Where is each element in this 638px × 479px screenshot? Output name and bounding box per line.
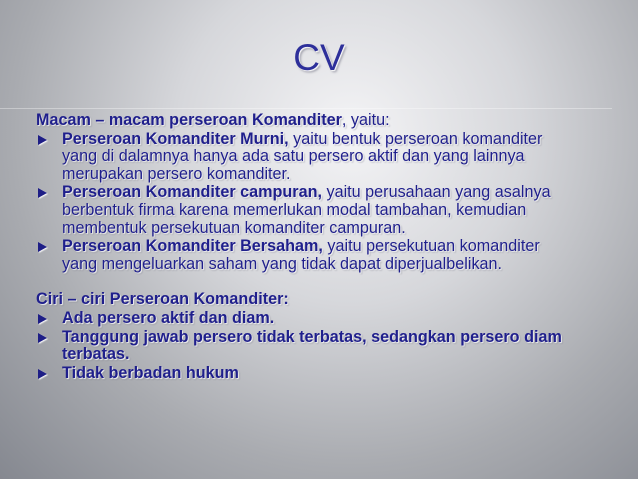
divider-line — [0, 108, 612, 109]
item-text: Tidak berbadan hukum — [62, 363, 239, 382]
item-text: yaitu persekutuan komanditer — [322, 237, 540, 256]
section-heading-types-bold: Macam – macam perseroan Komanditer — [36, 111, 342, 129]
list-item — [36, 310, 616, 328]
list-item — [36, 131, 616, 184]
item-text: yaitu perusahaan yang asalnya — [321, 183, 551, 202]
item-text: Tanggung jawab persero tidak terbatas, sedangkan persero diam — [62, 327, 562, 346]
list-item — [36, 365, 616, 383]
slide-title: CV — [293, 37, 345, 78]
item-text: yaitu bentuk perseroan komanditer — [288, 129, 543, 148]
item-text: membentuk persekutuan komanditer campuran. — [62, 218, 406, 237]
list-item — [36, 329, 616, 364]
item-term: Perseroan Komanditer Murni, — [62, 129, 289, 148]
characteristics-list — [36, 310, 616, 382]
item-term: Perseroan Komanditer campuran, — [62, 183, 322, 202]
item-text: berbentuk firma karena memerlukan modal tambahan, kemudian — [62, 200, 527, 219]
triangle-bullet-icon — [38, 314, 47, 324]
item-text: merupakan persero komanditer. — [62, 164, 291, 183]
spacer — [36, 273, 616, 291]
list-item — [36, 184, 616, 237]
section-heading-characteristics-bold: Ciri – ciri Perseroan Komanditer: — [36, 290, 289, 309]
item-term: Perseroan Komanditer Bersaham, — [62, 237, 323, 256]
item-text: yang di dalamnya hanya ada satu persero aktif dan yang lainnya — [62, 147, 525, 166]
section-heading-types-rest: , yaitu: — [341, 111, 390, 129]
triangle-bullet-icon — [38, 242, 47, 252]
section-heading-characteristics — [36, 291, 616, 309]
item-text: Ada persero aktif dan diam. — [62, 308, 275, 327]
triangle-bullet-icon — [38, 369, 47, 379]
triangle-bullet-icon — [38, 333, 47, 343]
section-heading-types — [36, 112, 616, 130]
item-text: terbatas. — [62, 345, 130, 364]
triangle-bullet-icon — [38, 188, 47, 198]
types-list — [36, 131, 616, 274]
triangle-bullet-icon — [38, 135, 47, 145]
list-item — [36, 238, 616, 273]
item-text: yang mengeluarkan saham yang tidak dapat diperjualbelikan. — [62, 254, 503, 273]
slide-body — [36, 112, 616, 382]
